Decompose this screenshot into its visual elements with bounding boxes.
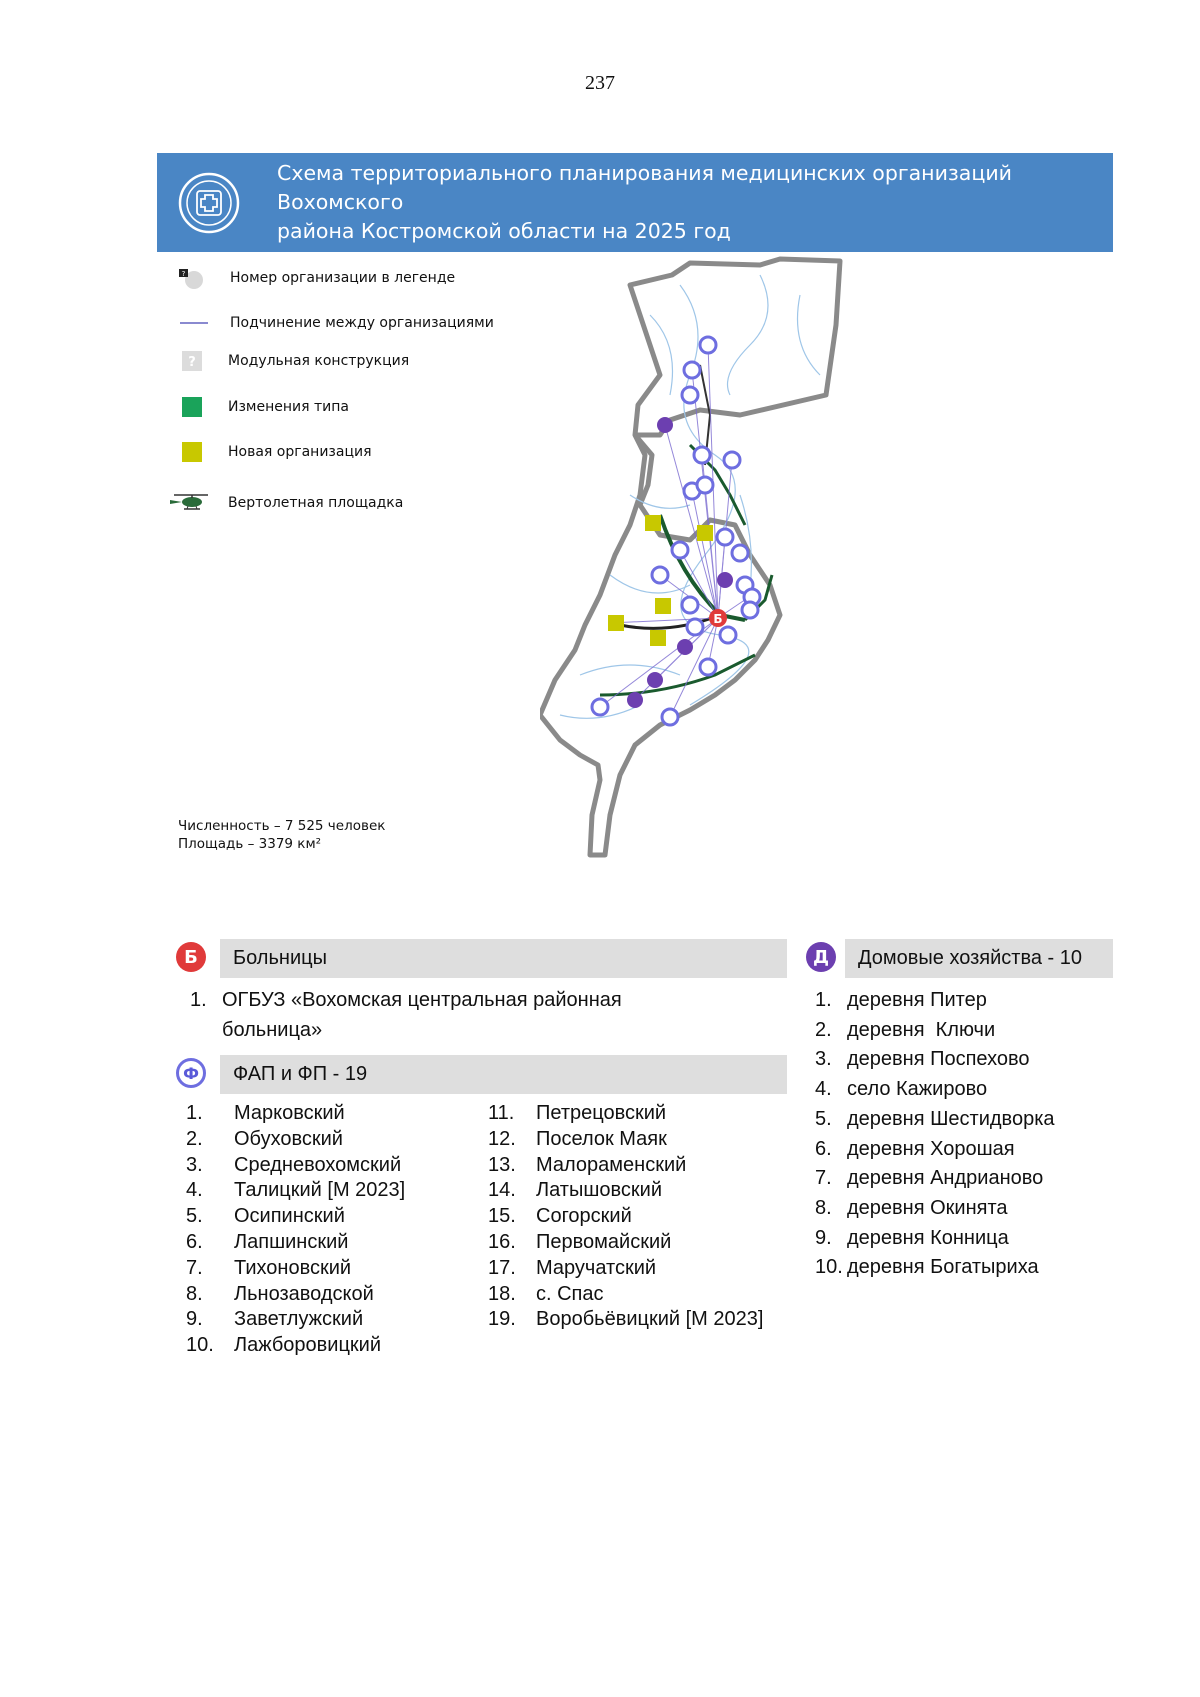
legend-item-helipad <box>168 490 403 516</box>
legend-label: Модульная конструкция <box>228 353 410 369</box>
list-item: 1. деревня Питер <box>815 989 987 1011</box>
households-list <box>815 986 1055 1283</box>
list-item: 10. Лажборовицкий <box>186 1334 382 1357</box>
legend-item-number <box>168 265 455 291</box>
list-item: 17. Маручатский <box>488 1256 657 1279</box>
list-item: 3. деревня Поспехово <box>815 1048 1030 1071</box>
area-text: Площадь – 3379 км² <box>178 836 322 852</box>
title-banner <box>157 153 1113 252</box>
list-item: 12. Поселок Маяк <box>488 1127 667 1150</box>
list-item: 4. Талицкий [М 2023] <box>186 1179 406 1202</box>
legend-item-line <box>168 310 494 336</box>
list-item: 8. деревня Окинята <box>815 1196 1008 1219</box>
list-item: 3. Средневохомский <box>186 1153 402 1176</box>
district-map <box>540 255 900 880</box>
line-icon <box>168 310 228 336</box>
helicopter-icon <box>168 490 228 516</box>
list-item: 19. Воробьёвицкий [М 2023] <box>488 1308 764 1331</box>
list-item: 5. деревня Шестидворка <box>815 1107 1055 1130</box>
medical-cross-icon <box>177 171 241 235</box>
green-square-icon <box>168 394 228 420</box>
legend-item-type-change <box>168 394 349 420</box>
list-item: 18. с. Спас <box>488 1282 604 1305</box>
fap-list-col2 <box>488 1101 763 1333</box>
legend-label: Новая организация <box>228 444 372 460</box>
list-item: 9. деревня Конница <box>815 1226 1009 1249</box>
legend-label: Подчинение между организациями <box>230 315 494 331</box>
households-header: Домовые хозяйства - 10 <box>845 939 1113 978</box>
fap-list-col1 <box>186 1101 405 1359</box>
svg-text:?: ? <box>181 270 186 278</box>
list-item: 7. деревня Андрианово <box>815 1167 1044 1190</box>
list-item: 15. Согорский <box>488 1205 632 1228</box>
fap-badge-icon: Ф <box>176 1058 206 1088</box>
hospitals-header: Больницы <box>220 939 787 978</box>
svg-text:?: ? <box>188 355 196 370</box>
list-item: 13. Малораменский <box>488 1153 687 1176</box>
modular-icon <box>168 348 228 374</box>
list-item: 2. Обуховский <box>186 1127 343 1150</box>
list-item: 16. Первомайский <box>488 1230 672 1253</box>
legend-label: Вертолетная площадка <box>228 495 404 511</box>
banner-title: Схема территориального планирования медицинских организаций Вохомского района Костромской области на 2025 год <box>277 161 1012 243</box>
legend-item-new-org <box>168 439 372 465</box>
yellow-square-icon <box>168 439 228 465</box>
legend-item-modular <box>168 348 409 374</box>
list-item: 14. Латышовский <box>488 1179 663 1202</box>
fap-header: ФАП и ФП - 19 <box>220 1055 787 1094</box>
population-text: Численность – 7 525 человек <box>178 818 386 834</box>
list-item: 9. Заветлужский <box>186 1308 364 1331</box>
list-item: 6. Лапшинский <box>186 1230 349 1253</box>
district-stats <box>178 817 385 853</box>
list-item: 10. деревня Богатыриха <box>815 1256 1039 1279</box>
list-item: 4. село Кажирово <box>815 1078 988 1101</box>
legend-label: Изменения типа <box>228 399 349 415</box>
list-item: 2. деревня Ключи <box>815 1018 996 1041</box>
number-badge-icon <box>168 265 228 291</box>
hospital-name: ОГБУЗ «Вохомская центральная районная <box>222 989 622 1011</box>
list-item: 7. Тихоновский <box>186 1256 352 1279</box>
district-boundary <box>540 259 840 855</box>
legend-label: Номер организации в легенде <box>230 270 456 286</box>
list-item: 8. Льнозаводской <box>186 1282 374 1305</box>
list-item: 11. Петрецовский <box>488 1102 667 1124</box>
svg-text:Б: Б <box>713 612 723 626</box>
list-item: 1. Марковский <box>186 1102 345 1124</box>
hospital-badge-icon: Б <box>176 942 206 972</box>
page-number: 237 <box>585 72 615 94</box>
household-badge-icon: Д <box>806 942 836 972</box>
list-item: 5. Осипинский <box>186 1205 345 1228</box>
list-item: 6. деревня Хорошая <box>815 1137 1015 1160</box>
